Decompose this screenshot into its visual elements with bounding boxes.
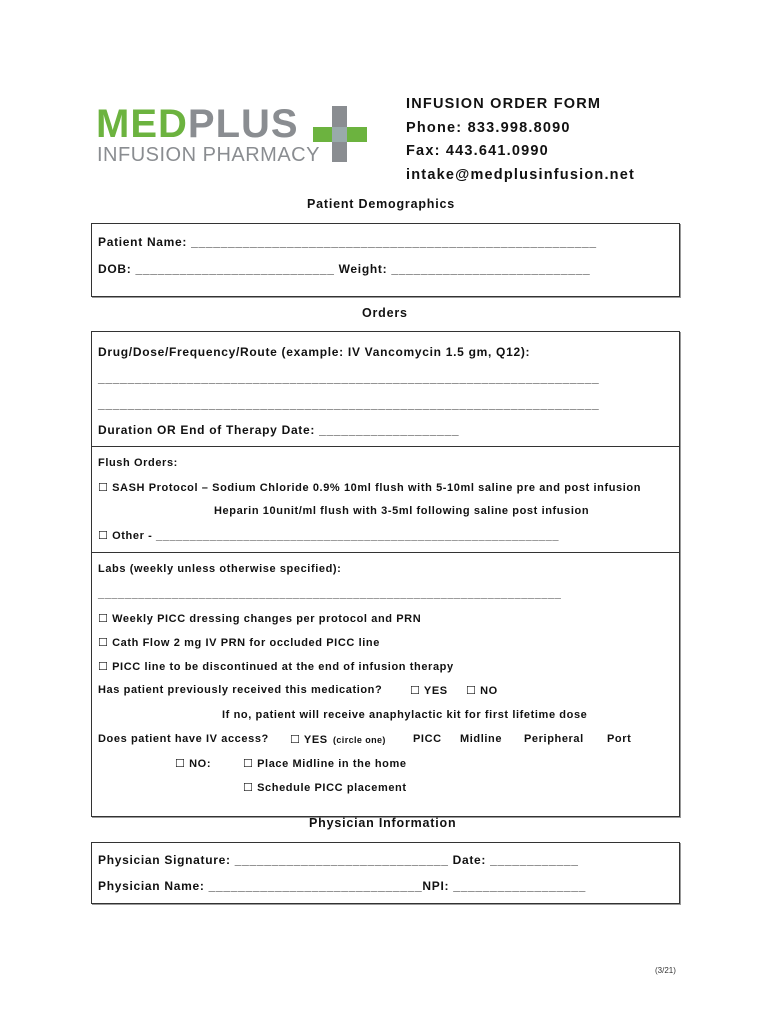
labs-line[interactable]: _____________________________________________________________________ [98,588,562,600]
picc-dressing-checkbox[interactable]: ☐ Weekly PICC dressing changes per protocol and PRN [98,613,422,625]
logo-subtitle: INFUSION PHARMACY [97,144,320,166]
heparin-flush-text: Heparin 10unit/ml flush with 3-5ml following saline post infusion [214,505,590,517]
iv-yes-checkbox[interactable]: ☐ YES [290,734,328,746]
schedule-picc-checkbox[interactable]: ☐ Schedule PICC placement [243,782,407,794]
sash-protocol-checkbox[interactable]: ☐ SASH Protocol – Sodium Chloride 0.9% 10ml flush with 5-10ml saline pre and post infusion [98,482,642,494]
revision-date: (3/21) [655,966,676,975]
logo-brand-part2: PLUS [187,102,299,146]
drug-line-2[interactable]: ____________________________________________________________________ [98,397,600,411]
iv-access-question: Does patient have IV access? [98,733,269,745]
drug-line-1[interactable]: ____________________________________________________________________ [98,371,600,385]
patient-name-field[interactable]: Patient Name: _______________________________________________________ [98,235,597,249]
received-yes-checkbox[interactable]: ☐ YES [410,685,448,697]
place-midline-checkbox[interactable]: ☐ Place Midline in the home [243,758,407,770]
duration-field[interactable]: Duration OR End of Therapy Date: ___________________ [98,423,460,437]
cath-flow-checkbox[interactable]: ☐ Cath Flow 2 mg IV PRN for occluded PICC line [98,637,380,649]
flush-orders-label: Flush Orders: [98,457,178,469]
labs-label: Labs (weekly unless otherwise specified): [98,563,342,575]
option-port[interactable]: Port [607,733,632,745]
form-title: INFUSION ORDER FORM [406,96,602,112]
demographics-title: Patient Demographics [307,197,455,211]
physician-title: Physician Information [309,816,457,830]
plus-cross-icon [313,106,367,162]
fax-number: Fax: 443.641.0990 [406,143,549,159]
dob-weight-field[interactable]: DOB: ___________________________ Weight: ___________________________ [98,262,591,276]
drug-dose-label: Drug/Dose/Frequency/Route (example: IV Vancomycin 1.5 gm, Q12): [98,345,531,359]
other-flush-checkbox[interactable]: ☐ Other - ____________________________________________________________ [98,530,560,542]
option-peripheral[interactable]: Peripheral [524,733,584,745]
physician-name-field[interactable]: Physician Name: _____________________________NPI: __________________ [98,879,586,893]
orders-divider-2 [92,552,679,553]
option-picc[interactable]: PICC [413,733,442,745]
iv-no-checkbox[interactable]: ☐ NO: [175,758,212,770]
logo-brand-part1: MED [96,102,188,146]
option-midline[interactable]: Midline [460,733,503,745]
picc-discontinue-checkbox[interactable]: ☐ PICC line to be discontinued at the end of infusion therapy [98,661,454,673]
email-address[interactable]: intake@medplusinfusion.net [406,167,636,183]
anaphylactic-kit-note: If no, patient will receive anaphylactic kit for first lifetime dose [222,709,588,721]
logo-wordmark [96,104,299,144]
received-no-checkbox[interactable]: ☐ NO [466,685,498,697]
physician-signature-field[interactable]: Physician Signature: _____________________________ Date: ____________ [98,853,579,867]
orders-title: Orders [362,306,408,320]
phone-number: Phone: 833.998.8090 [406,120,571,136]
circle-one-note: (circle one) [333,735,386,745]
received-medication-question: Has patient previously received this medication? [98,684,383,696]
orders-divider-1 [92,446,679,447]
physician-box [91,842,680,904]
